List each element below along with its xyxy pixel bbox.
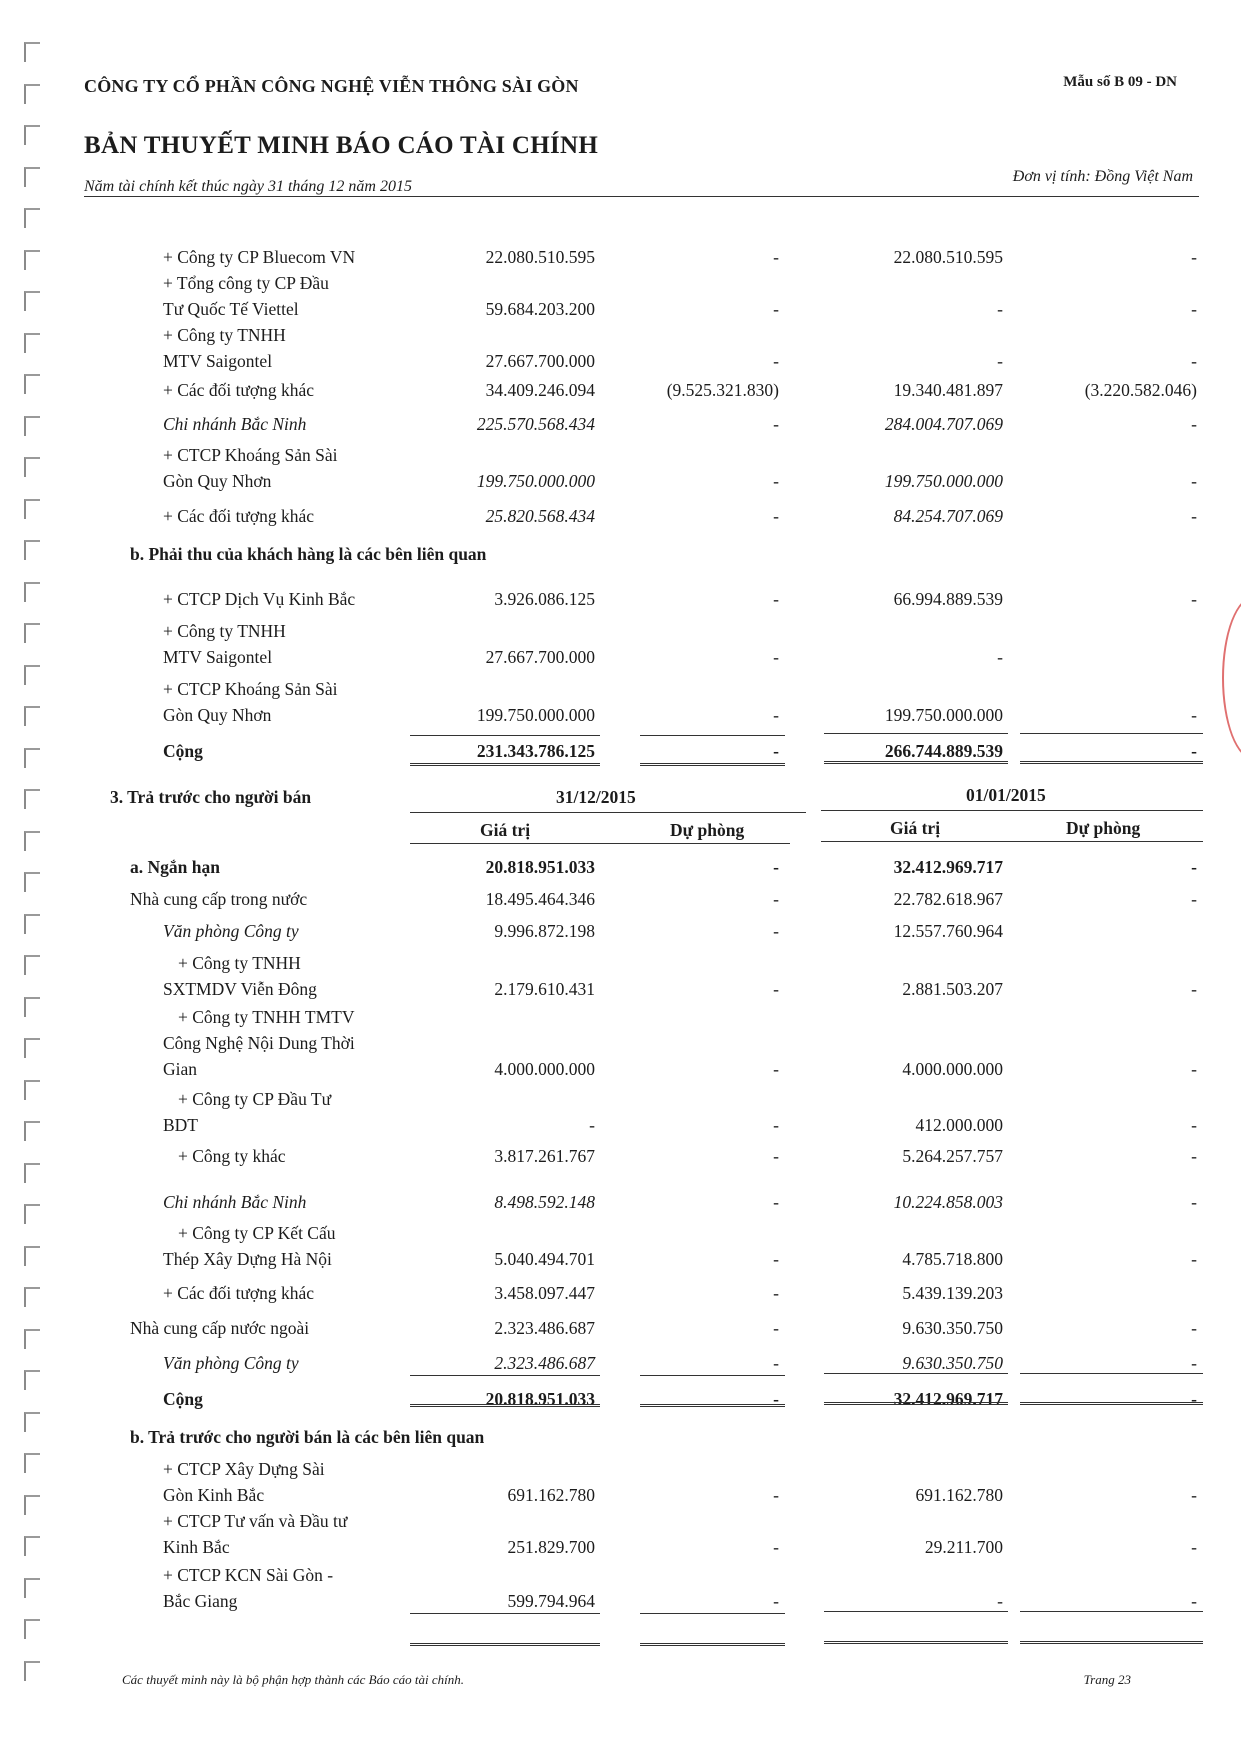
cell-c4: - bbox=[1191, 471, 1197, 491]
binding-hole bbox=[24, 416, 40, 436]
cell-c3: 284.004.707.069 bbox=[884, 414, 1003, 434]
cell-c2: - bbox=[773, 705, 779, 725]
binding-hole bbox=[24, 1080, 40, 1100]
cell-c4: - bbox=[1191, 1192, 1197, 1212]
total-b-rule-c2 bbox=[640, 735, 785, 736]
cell-c3: 84.254.707.069 bbox=[893, 506, 1003, 526]
binding-hole bbox=[24, 42, 40, 62]
cell-c2: - bbox=[773, 857, 779, 877]
total-3a-rule-c4 bbox=[1020, 1373, 1203, 1374]
binding-hole bbox=[24, 499, 40, 519]
binding-hole bbox=[24, 997, 40, 1017]
cell-c1: 27.667.700.000 bbox=[485, 647, 595, 667]
cell-c3: 22.080.510.595 bbox=[893, 247, 1003, 267]
binding-hole bbox=[24, 457, 40, 477]
total-b-double-c1 bbox=[410, 763, 600, 766]
cell-c3: 9.630.350.750 bbox=[902, 1353, 1003, 1373]
row-label: Gian bbox=[163, 1059, 198, 1079]
col-provision-1: Dự phòng bbox=[670, 820, 745, 840]
cell-c1: 25.820.568.434 bbox=[485, 506, 595, 526]
cell-c3: 9.630.350.750 bbox=[902, 1318, 1003, 1338]
row-label: Chi nhánh Bắc Ninh bbox=[163, 414, 307, 434]
cell-c4: - bbox=[1191, 1249, 1197, 1269]
cell-c2: - bbox=[773, 1591, 779, 1611]
row-label: Gòn Quy Nhơn bbox=[163, 705, 272, 725]
cell-c3: 32.412.969.717 bbox=[893, 857, 1003, 877]
subhead-underline-2 bbox=[821, 841, 1203, 842]
cell-c4: - bbox=[1191, 741, 1197, 761]
date-underline-1 bbox=[410, 812, 806, 813]
cell-c2: - bbox=[773, 1485, 779, 1505]
row-label: + Công ty TNHH bbox=[163, 621, 286, 641]
row-label: MTV Saigontel bbox=[163, 647, 273, 667]
binding-hole bbox=[24, 1453, 40, 1473]
binding-hole bbox=[24, 582, 40, 602]
row-label: Cộng bbox=[163, 741, 203, 761]
row-label: Gòn Kinh Bắc bbox=[163, 1485, 265, 1505]
binding-hole bbox=[24, 955, 40, 975]
binding-hole bbox=[24, 1412, 40, 1432]
total-3a-rule-c3 bbox=[824, 1373, 1008, 1374]
company-name: CÔNG TY CỔ PHẦN CÔNG NGHỆ VIỄN THÔNG SÀI GÒN bbox=[84, 76, 579, 96]
total-b-rule-c1 bbox=[410, 735, 600, 736]
binding-hole bbox=[24, 125, 40, 145]
cell-c2: - bbox=[773, 247, 779, 267]
row-label: + CTCP Xây Dựng Sài bbox=[163, 1459, 325, 1479]
total-3a-double-c4 bbox=[1020, 1402, 1203, 1405]
binding-hole bbox=[24, 1536, 40, 1556]
report-title: BẢN THUYẾT MINH BÁO CÁO TÀI CHÍNH bbox=[84, 132, 599, 159]
binding-hole bbox=[24, 167, 40, 187]
cell-c2: - bbox=[773, 921, 779, 941]
cell-c3: - bbox=[997, 351, 1003, 371]
cell-c3: 10.224.858.003 bbox=[893, 1192, 1003, 1212]
cell-c4: - bbox=[1191, 1353, 1197, 1373]
cell-c1: 20.818.951.033 bbox=[485, 857, 595, 877]
cell-c1: 8.498.592.148 bbox=[494, 1192, 595, 1212]
row-label: Gòn Quy Nhơn bbox=[163, 471, 272, 491]
cell-c2: - bbox=[773, 889, 779, 909]
header-divider bbox=[84, 196, 1199, 197]
row-label: + Công ty TNHH TMTV bbox=[178, 1007, 355, 1027]
currency-unit: Đơn vị tính: Đồng Việt Nam bbox=[1012, 168, 1193, 185]
total-3b-double-c1 bbox=[410, 1643, 600, 1646]
row-label: + CTCP Khoáng Sản Sài bbox=[163, 679, 338, 699]
binding-hole bbox=[24, 748, 40, 768]
binding-hole bbox=[24, 1619, 40, 1639]
row-label: + Các đối tượng khác bbox=[163, 1283, 315, 1303]
cell-c3: 2.881.503.207 bbox=[902, 979, 1003, 999]
total-3a-double-c1 bbox=[410, 1404, 600, 1407]
cell-c4: - bbox=[1191, 1537, 1197, 1557]
row-label: + Tổng công ty CP Đầu bbox=[163, 273, 329, 293]
cell-c2: - bbox=[773, 351, 779, 371]
row-label: Tư Quốc Tế Viettel bbox=[163, 299, 299, 319]
cell-c2: - bbox=[773, 979, 779, 999]
total-3b-rule-c3 bbox=[824, 1611, 1008, 1612]
cell-c1: 2.323.486.687 bbox=[494, 1353, 595, 1373]
row-label: a. Ngắn hạn bbox=[130, 857, 220, 877]
cell-c3: 19.340.481.897 bbox=[893, 380, 1003, 400]
binding-hole bbox=[24, 1204, 40, 1224]
row-label: Văn phòng Công ty bbox=[163, 1353, 299, 1373]
cell-c3: 12.557.760.964 bbox=[893, 921, 1003, 941]
total-3b-rule-c1 bbox=[410, 1613, 600, 1614]
binding-hole bbox=[24, 789, 40, 809]
date-underline-2 bbox=[821, 810, 1203, 811]
row-label: + CTCP Dịch Vụ Kinh Bắc bbox=[163, 589, 356, 609]
cell-c1: 199.750.000.000 bbox=[476, 471, 595, 491]
cell-c2: - bbox=[773, 1192, 779, 1212]
cell-c4: - bbox=[1191, 506, 1197, 526]
column-date-2014: 01/01/2015 bbox=[966, 785, 1046, 805]
total-3b-double-c4 bbox=[1020, 1641, 1203, 1644]
row-label: + Các đối tượng khác bbox=[163, 380, 315, 400]
cell-c1: 231.343.786.125 bbox=[476, 741, 595, 761]
cell-c2: - bbox=[773, 1249, 779, 1269]
cell-c2: - bbox=[773, 647, 779, 667]
binding-hole bbox=[24, 1661, 40, 1681]
total-3b-rule-c2 bbox=[640, 1613, 785, 1614]
cell-c2: - bbox=[773, 1389, 779, 1409]
binding-holes bbox=[20, 30, 46, 1730]
cell-c3: - bbox=[997, 299, 1003, 319]
row-label: SXTMDV Viễn Đông bbox=[163, 979, 317, 999]
total-3b-double-c2 bbox=[640, 1643, 785, 1646]
row-label: Công Nghệ Nội Dung Thời bbox=[163, 1033, 355, 1053]
binding-hole bbox=[24, 623, 40, 643]
row-label: Nhà cung cấp trong nước bbox=[130, 889, 308, 909]
cell-c4: - bbox=[1191, 1591, 1197, 1611]
cell-c1: 18.495.464.346 bbox=[485, 889, 595, 909]
total-b-rule-c4 bbox=[1020, 733, 1203, 734]
cell-c1: 3.458.097.447 bbox=[494, 1283, 595, 1303]
cell-c2: - bbox=[773, 1318, 779, 1338]
cell-c3: 5.264.257.757 bbox=[902, 1146, 1003, 1166]
total-3b-double-c3 bbox=[824, 1641, 1008, 1644]
cell-c2: - bbox=[773, 1537, 779, 1557]
row-label: BDT bbox=[163, 1115, 198, 1135]
cell-c1: 599.794.964 bbox=[507, 1591, 595, 1611]
row-label: + Công ty CP Đầu Tư bbox=[178, 1089, 332, 1109]
total-3a-rule-c1 bbox=[410, 1375, 600, 1376]
cell-c3: 4.785.718.800 bbox=[902, 1249, 1003, 1269]
cell-c1: 3.817.261.767 bbox=[494, 1146, 595, 1166]
cell-c1: 199.750.000.000 bbox=[476, 705, 595, 725]
cell-c2: - bbox=[773, 1283, 779, 1303]
col-value-1: Giá trị bbox=[480, 820, 531, 840]
cell-c1: 225.570.568.434 bbox=[476, 414, 595, 434]
cell-c4: - bbox=[1191, 414, 1197, 434]
cell-c1: 59.684.203.200 bbox=[485, 299, 595, 319]
cell-c3: 22.782.618.967 bbox=[893, 889, 1003, 909]
cell-c1: 691.162.780 bbox=[507, 1485, 595, 1505]
cell-c1: 3.926.086.125 bbox=[494, 589, 595, 609]
binding-hole bbox=[24, 831, 40, 851]
form-code: Mẫu số B 09 - DN bbox=[1063, 74, 1177, 90]
cell-c4: - bbox=[1191, 1146, 1197, 1166]
cell-c2: - bbox=[773, 414, 779, 434]
row-label: MTV Saigontel bbox=[163, 351, 273, 371]
binding-hole bbox=[24, 1121, 40, 1141]
binding-hole bbox=[24, 1246, 40, 1266]
row-label: + Công ty TNHH bbox=[163, 325, 286, 345]
binding-hole bbox=[24, 1495, 40, 1515]
row-label: + CTCP KCN Sài Gòn - bbox=[163, 1565, 334, 1585]
cell-c1: 22.080.510.595 bbox=[485, 247, 595, 267]
row-label: + Công ty khác bbox=[178, 1146, 286, 1166]
fiscal-period: Năm tài chính kết thúc ngày 31 tháng 12 năm 2015 bbox=[84, 178, 412, 195]
page-number: Trang 23 bbox=[1083, 1672, 1131, 1687]
row-label: Chi nhánh Bắc Ninh bbox=[163, 1192, 307, 1212]
cell-c2: - bbox=[773, 299, 779, 319]
total-3b-rule-c4 bbox=[1020, 1611, 1203, 1612]
section-b-title: b. Phải thu của khách hàng là các bên liên quan bbox=[130, 544, 487, 564]
cell-c3: 412.000.000 bbox=[915, 1115, 1003, 1135]
cell-c1: 2.323.486.687 bbox=[494, 1318, 595, 1338]
cell-c4: - bbox=[1191, 889, 1197, 909]
binding-hole bbox=[24, 872, 40, 892]
cell-c2: - bbox=[773, 741, 779, 761]
cell-c3: - bbox=[997, 647, 1003, 667]
column-date-2015: 31/12/2015 bbox=[556, 787, 636, 807]
total-b-double-c4 bbox=[1020, 761, 1203, 764]
row-label: + Công ty CP Bluecom VN bbox=[163, 247, 356, 267]
binding-hole bbox=[24, 540, 40, 560]
cell-c3: 199.750.000.000 bbox=[884, 705, 1003, 725]
binding-hole bbox=[24, 84, 40, 104]
footer-note: Các thuyết minh này là bộ phận hợp thành các Báo cáo tài chính. bbox=[122, 1672, 464, 1687]
binding-hole bbox=[24, 706, 40, 726]
binding-hole bbox=[24, 250, 40, 270]
row-label: Bắc Giang bbox=[163, 1591, 238, 1611]
total-b-rule-c3 bbox=[824, 733, 1008, 734]
subhead-underline-1 bbox=[410, 843, 790, 844]
cell-c1: - bbox=[589, 1115, 595, 1135]
cell-c4: - bbox=[1191, 351, 1197, 371]
binding-hole bbox=[24, 665, 40, 685]
cell-c1: 2.179.610.431 bbox=[494, 979, 595, 999]
cell-c3: 66.994.889.539 bbox=[893, 589, 1003, 609]
section-3b-title: b. Trả trước cho người bán là các bên liên quan bbox=[130, 1427, 485, 1447]
cell-c1: 20.818.951.033 bbox=[485, 1389, 595, 1409]
row-label: Nhà cung cấp nước ngoài bbox=[130, 1318, 310, 1338]
cell-c3: 32.412.969.717 bbox=[893, 1389, 1003, 1409]
cell-c3: 4.000.000.000 bbox=[902, 1059, 1003, 1079]
cell-c3: 266.744.889.539 bbox=[884, 741, 1003, 761]
row-label: + Các đối tượng khác bbox=[163, 506, 315, 526]
cell-c1: 4.000.000.000 bbox=[494, 1059, 595, 1079]
cell-c4: (3.220.582.046) bbox=[1084, 380, 1197, 400]
cell-c2: (9.525.321.830) bbox=[666, 380, 779, 400]
binding-hole bbox=[24, 374, 40, 394]
cell-c1: 251.829.700 bbox=[507, 1537, 595, 1557]
cell-c4: - bbox=[1191, 1389, 1197, 1409]
total-3a-rule-c2 bbox=[640, 1375, 785, 1376]
binding-hole bbox=[24, 1287, 40, 1307]
binding-hole bbox=[24, 1163, 40, 1183]
binding-hole bbox=[24, 914, 40, 934]
cell-c2: - bbox=[773, 1115, 779, 1135]
red-seal-stamp bbox=[1222, 596, 1241, 760]
cell-c4: - bbox=[1191, 299, 1197, 319]
total-b-double-c2 bbox=[640, 763, 785, 766]
cell-c1: 5.040.494.701 bbox=[494, 1249, 595, 1269]
cell-c2: - bbox=[773, 506, 779, 526]
cell-c2: - bbox=[773, 471, 779, 491]
row-label: + CTCP Tư vấn và Đầu tư bbox=[163, 1511, 348, 1531]
binding-hole bbox=[24, 208, 40, 228]
binding-hole bbox=[24, 333, 40, 353]
cell-c2: - bbox=[773, 1146, 779, 1166]
cell-c3: 691.162.780 bbox=[915, 1485, 1003, 1505]
total-3a-double-c3 bbox=[824, 1402, 1008, 1405]
row-label: Cộng bbox=[163, 1389, 203, 1409]
cell-c3: 29.211.700 bbox=[924, 1537, 1003, 1557]
binding-hole bbox=[24, 1370, 40, 1390]
row-label: + CTCP Khoáng Sản Sài bbox=[163, 445, 338, 465]
cell-c4: - bbox=[1191, 247, 1197, 267]
cell-c4: - bbox=[1191, 1059, 1197, 1079]
cell-c3: 5.439.139.203 bbox=[902, 1283, 1003, 1303]
cell-c2: - bbox=[773, 589, 779, 609]
cell-c3: - bbox=[997, 1591, 1003, 1611]
cell-c1: 34.409.246.094 bbox=[485, 380, 595, 400]
cell-c4: - bbox=[1191, 1115, 1197, 1135]
binding-hole bbox=[24, 1038, 40, 1058]
cell-c4: - bbox=[1191, 1485, 1197, 1505]
cell-c3: 199.750.000.000 bbox=[884, 471, 1003, 491]
cell-c1: 9.996.872.198 bbox=[494, 921, 595, 941]
cell-c4: - bbox=[1191, 589, 1197, 609]
row-label: + Công ty CP Kết Cấu bbox=[178, 1223, 336, 1243]
binding-hole bbox=[24, 1329, 40, 1349]
total-3a-double-c2 bbox=[640, 1404, 785, 1407]
col-provision-2: Dự phòng bbox=[1066, 818, 1141, 838]
row-label: Văn phòng Công ty bbox=[163, 921, 299, 941]
binding-hole bbox=[24, 291, 40, 311]
row-label: Kinh Bắc bbox=[163, 1537, 230, 1557]
cell-c2: - bbox=[773, 1353, 779, 1373]
cell-c4: - bbox=[1191, 1318, 1197, 1338]
cell-c4: - bbox=[1191, 979, 1197, 999]
cell-c4: - bbox=[1191, 705, 1197, 725]
col-value-2: Giá trị bbox=[890, 818, 941, 838]
total-b-double-c3 bbox=[824, 761, 1008, 764]
row-label: Thép Xây Dựng Hà Nội bbox=[163, 1249, 332, 1269]
cell-c4: - bbox=[1191, 857, 1197, 877]
section-3-title: 3. Trả trước cho người bán bbox=[110, 787, 312, 807]
cell-c2: - bbox=[773, 1059, 779, 1079]
row-label: + Công ty TNHH bbox=[178, 953, 301, 973]
cell-c1: 27.667.700.000 bbox=[485, 351, 595, 371]
binding-hole bbox=[24, 1578, 40, 1598]
